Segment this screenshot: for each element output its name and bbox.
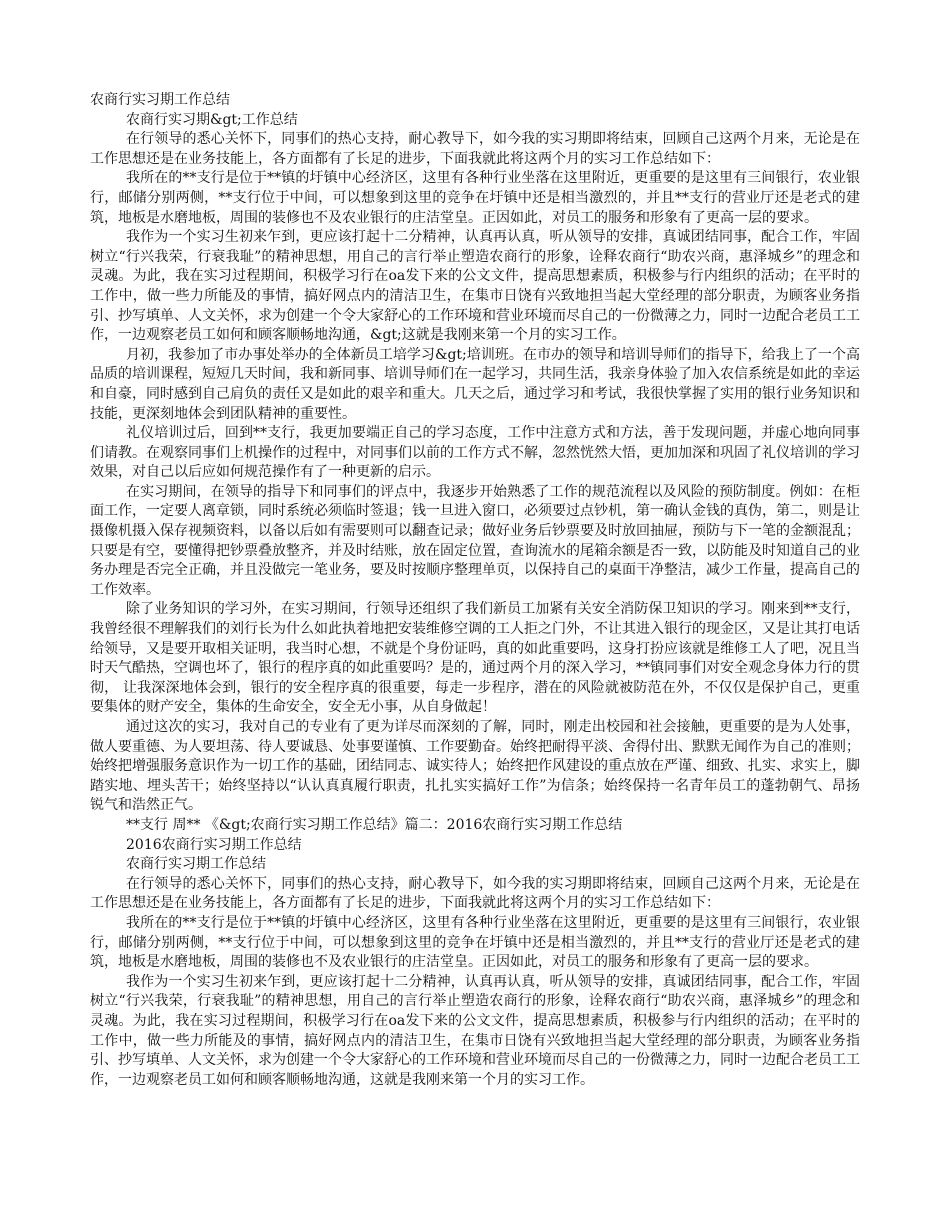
paragraph: 我所在的**支行是位于**镇的圩镇中心经济区，这里有各种行业坐落在这里附近，更重要的是这里有三间银行，农业银行，邮储分别两侧，**支行位于中间，可以想象到这里的竞争在圩镇中还是相当激烈的，并且**支行的营业厅还是老式的建筑，地板是水磨地板，周围的装修也不及农业银行的庄洁堂皇。正因如此，对员工的服务和形象有了更高一层的要求。 — [90, 170, 860, 226]
paragraph: 除了业务知识的学习外，在实习期间，行领导还组织了我们新员工加紧有关安全消防保卫知识的学习。刚来到**支行，我曾经很不理解我们的刘行长为什么如此执着地把安装维修空调的工人拒之门外，不让其进入银行的现金区，又是让其打电话给领导，又是要开取相关证明，我当时心想，不就是个身份证吗，真的如此重要吗，这身打扮应该就是维修工人了吧，况且当时天气酷热，空调也坏了，银行的程序真的如此重要吗？是的，通过两个月的深入学习，**镇同事们对安全观念身体力行的贯彻， 让我深深地体会到，银行的安全程序真的很重要，每走一步程序，潜在的风险就被防范在外，不仅仅是保护自己，更重要集体的财产安全，集体的生命安全，安全无小事，从自身做起！ — [90, 601, 860, 716]
paragraph: 我作为一个实习生初来乍到，更应该打起十二分精神，认真再认真，听从领导的安排，真诚团结同事，配合工作，牢固树立“行兴我荣，行衰我耻”的精神思想，用自己的言行举止塑造农商行的形象，诠释农商行“助农兴商，惠泽城乡”的理念和灵魂。为此，我在实习过程期间，积极学习行在oa发下来的公文文件，提高思想素质，积极参与行内组织的活动；在平时的工作中，做一些力所能及的事情，搞好网点内的清洁卫生，在集市日饶有兴致地担当起大堂经理的部分职责，为顾客业务指引、抄写填单、人文关怀，求为创建一个令大家舒心的工作环境和营业环境而尽自己的一份微薄之力，同时一边配合老员工工作，一边观察老员工如何和顾客顺畅地沟通，这就是我刚来第一个月的实习工作。 — [90, 973, 860, 1088]
paragraph: 在行领导的悉心关怀下，同事们的热心支持，耐心教导下，如今我的实习期即将结束，回顾自己这两个月来，无论是在工作思想还是在业务技能上，各方面都有了长足的进步，下面我就此将这两个月的实习工作总结如下： — [90, 131, 860, 167]
paragraph: 礼仪培训过后，回到**支行，我更加要端正自己的学习态度，工作中注意方式和方法，善于发现问题，并虚心地向同事们请教。在观察同事们上机操作的过程中，对同事们以前的工作方式不解，忽然恍然大悟，更加加深和巩固了礼仪培训的学习效果，对自己以后应如何规范操作有了一种更新的启示。 — [90, 425, 860, 481]
paragraph: 我所在的**支行是位于**镇的圩镇中心经济区，这里有各种行业坐落在这里附近，更重要的是这里有三间银行，农业银行，邮储分别两侧，**支行位于中间，可以想象到这里的竞争在圩镇中还是相当激烈的，并且**支行的营业厅还是老式的建筑，地板是水磨地板，周围的装修也不及农业银行的庄洁堂皇。正因如此，对员工的服务和形象有了更高一层的要求。 — [90, 914, 860, 971]
document-body — [90, 91, 860, 1090]
paragraph: 农商行实习期&gt;工作总结 — [126, 111, 298, 128]
paragraph: 月初，我参加了市办事处举办的全体新员工培学习&gt;培训班。在市办的领导和培训导师们的指导下，给我上了一个高品质的培训课程，短短几天时间，我和新同事、培训导师们在一起学习，共同生活，我亲身体验了加入农信系统是如此的幸运和自豪，同时感到自己肩负的责任又是如此的艰辛和重大。几天之后，通过学习和考试，我很快掌握了实用的银行业务知识和技能，更深刻地体会到团队精神的重要性。 — [90, 346, 860, 422]
paragraph: **支行 周** 《&gt;农商行实习期工作总结》篇二：2016农商行实习期工作总结 — [126, 816, 623, 833]
paragraph: 我作为一个实习生初来乍到，更应该打起十二分精神，认真再认真，听从领导的安排，真诚团结同事，配合工作，牢固树立“行兴我荣，行衰我耻”的精神思想，用自己的言行举止塑造农商行的形象，诠释农商行“助农兴商，惠泽城乡”的理念和灵魂。为此，我在实习过程期间，积极学习行在oa发下来的公文文件，提高思想素质，积极参与行内组织的活动；在平时的工作中，做一些力所能及的事情，搞好网点内的清洁卫生，在集市日饶有兴致地担当起大堂经理的部分职责，为顾客业务指引、抄写填单、人文关怀，求为创建一个令大家舒心的工作环境和营业环境而尽自己的一份微薄之力，同时一边配合老员工工作，一边观察老员工如何和顾客顺畅地沟通，&gt;这就是我刚来第一个月的实习工作。 — [90, 229, 860, 344]
paragraph: 在行领导的悉心关怀下，同事们的热心支持，耐心教导下，如今我的实习期即将结束，回顾自己这两个月来，无论是在工作思想还是在业务技能上，各方面都有了长足的进步，下面我就此将这两个月的实习工作总结如下： — [90, 875, 860, 912]
paragraph: 在实习期间，在领导的指导下和同事们的评点中，我逐步开始熟悉了工作的规范流程以及风险的预防制度。例如：在柜面工作，一定要人离章锁，同时系统必须临时签退；钱一旦进入窗口，必须要过点钞机，第一确认金钱的真伪，第二，则是让摄像机摄入保存视频资料，以备以后如有需要则可以翻查记录；做好业务后钞票要及时放回抽屉，预防与下一笔的金额混乱；只要是有空，要懂得把钞票叠放整齐，并及时结账，放在固定位置，查询流水的尾箱余额是否一致，以防能及时知道自己的业务办理是否完全正确，并且没做完一笔业务，要及时按顺序整理单页，以保持自己的桌面干净整洁，减少工作量，提高自己的工作效率。 — [90, 483, 860, 598]
paragraph: 通过这次的实习，我对自己的专业有了更为详尽而深刻的了解，同时，刚走出校园和社会接触，更重要的是为人处事，做人要重德、为人要坦荡、待人要诚恳、处事要谨慎、工作要勤奋。始终把耐得平淡、舍得付出、默默无闻作为自己的准则；始终把增强服务意识作为一切工作的基础，团结同志、诚实待人；始终把作风建设的重点放在严谨、细致、扎实、求实上，脚踏实地、埋头苦干；始终坚持以“认认真真履行职责，扎扎实实搞好工作”为信条；始终保持一名青年员工的蓬勃朝气、昂扬锐气和浩然正气。 — [90, 719, 860, 814]
section-heading: 2016农商行实习期工作总结 — [126, 836, 302, 853]
section-subheading: 农商行实习期工作总结 — [126, 856, 266, 873]
document-title: 农商行实习期工作总结 — [90, 92, 230, 108]
